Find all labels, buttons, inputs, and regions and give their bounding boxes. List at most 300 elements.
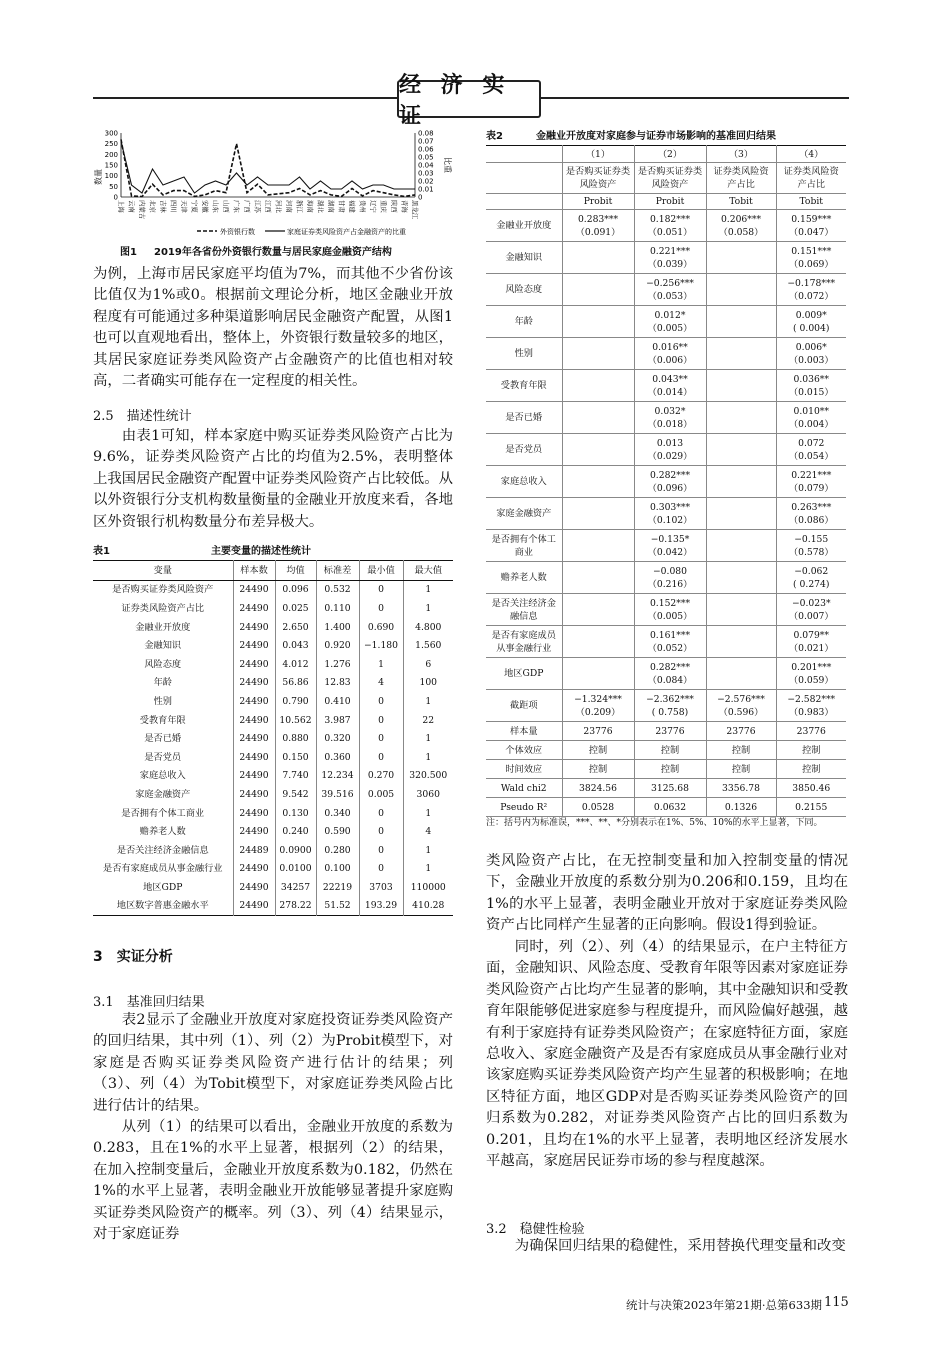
table-cell: 24490 [233,822,275,841]
table-cell: 1.560 [403,636,453,655]
table-2-row-label: 是否有家庭成员从事金融行业 [486,626,562,658]
figure-1-caption-num: 图1 [120,247,137,258]
table-cell: 0.880 [275,729,316,748]
x-tick-label: 贵州 [358,200,367,213]
table-row [486,658,846,690]
table-2-coef-cell [562,466,634,498]
footer-page-number: 115 [824,1295,849,1310]
x-tick-label: 海南 [306,200,314,213]
table-cell: 0.005 [359,785,403,804]
table-cell: 24490 [233,897,275,916]
table-2-coef-cell [776,658,846,690]
table-cell: 0.920 [316,636,359,655]
table-cell: 0.043 [275,636,316,655]
table-cell: 193.29 [359,897,403,916]
x-tick-label: 甘肃 [337,200,346,213]
table-cell: 0.0100 [275,860,316,879]
table-2-coef-cell [706,562,776,594]
table-2-coef-cell [706,626,776,658]
standard-error: （0.086） [788,514,834,526]
table-2 [486,145,846,817]
table-cell: 3703 [359,878,403,897]
x-tick-label: 内蒙古 [138,200,146,220]
standard-error: （0.014） [647,386,693,398]
table-cell: 控制 [634,760,706,779]
table-row [486,242,846,274]
table-cell: 0.100 [316,860,359,879]
table-cell: 23776 [776,722,846,741]
table-cell: 是否党员 [144,751,182,763]
x-tick-label: 浙江 [295,200,304,213]
table-cell: 是否已婚 [144,733,182,745]
table-cell: 24490 [233,599,275,618]
x-tick-label: 重庆 [379,200,388,213]
standard-error: ( 0.758) [651,706,689,718]
table-2-coef-cell [776,402,846,434]
table-cell: 24489 [233,841,275,860]
table-2-coef-cell [776,690,846,722]
left-paragraph-3: 表2显示了金融业开放度对家庭投资证券类风险资产的回归结果，其中列（1）、列（2）为Probit模型下，对家庭是否购买证券类风险资产进行估计的结果；列（3）、列（4）为Tobit模型下，对家庭证券类风险占比进行估计的结果。 [93,1012,453,1114]
table-2-row-label: 家庭金融资产 [486,498,562,530]
coefficient: −0.178*** [787,277,836,289]
table-row [486,274,846,306]
table-2-caption-title: 金融业开放度对家庭参与证券市场影响的基准回归结果 [536,131,776,142]
table-2-coef-cell [562,370,634,402]
coefficient: 0.072 [798,437,825,449]
table-2-row-label: 受教育年限 [486,370,562,402]
table-2-header-cell: Tobit [706,194,776,210]
table-cell: 24490 [233,655,275,674]
table-2-coef-cell [634,434,706,466]
table-2-coef-cell [634,658,706,690]
table-cell: 320.500 [403,767,453,786]
table-row [486,466,846,498]
table-cell: 0.590 [316,822,359,841]
table-1-header-cell: 最小值 [359,561,403,581]
table-cell: 金融知识 [144,640,182,652]
standard-error: （0.029） [647,450,693,462]
left-tick-label: 150 [104,161,118,170]
legend-label-banks: 外资银行数 [220,228,255,236]
table-row [486,594,846,626]
table-cell: 0.270 [359,767,403,786]
table-cell: 23776 [634,722,706,741]
table-cell: 51.52 [316,897,359,916]
table-cell: 3060 [403,785,453,804]
table-cell: 0.2155 [776,798,846,817]
table-cell: 24490 [233,580,275,599]
table-cell: 性别 [153,695,172,707]
header-rule-left [93,97,398,99]
table-2-header-cell: Probit [634,194,706,210]
table-row [93,655,453,674]
right-tick-label: 0.03 [418,169,434,178]
table-1-caption [93,542,453,556]
table-cell: 0.150 [275,748,316,767]
table-2-coef-cell [634,306,706,338]
table-2-coef-cell [706,498,776,530]
coefficient: 0.010** [793,405,829,417]
table-cell: 地区GDP [143,881,183,893]
table-cell: 0.096 [275,580,316,599]
table-cell: 1.276 [316,655,359,674]
table-2-coef-cell [634,338,706,370]
x-tick-label: 天津 [180,200,188,213]
table-row [486,434,846,466]
table-row [93,785,453,804]
coefficient: −0.135* [650,533,690,545]
table-cell: 1 [403,804,453,823]
x-tick-label: 江苏 [253,200,262,213]
table-2-coef-cell [706,658,776,690]
table-row [486,210,846,242]
table-cell: 证券类风险资产占比 [121,602,205,614]
x-tick-label: 江西 [264,200,272,213]
right-tick-label: 0.01 [418,185,434,194]
table-2-coef-cell [706,402,776,434]
table-cell: 278.22 [275,897,316,916]
table-cell: 1 [403,748,453,767]
series-line-1 [121,139,415,196]
table-2-coef-cell [776,274,846,306]
table-2-row-label: 个体效应 [486,741,562,760]
table-2-header-cell: 是否购买证券类风险资产 [562,163,634,194]
table-2-coef-cell [634,242,706,274]
coefficient: 0.282*** [649,661,691,673]
table-cell: 年龄 [153,677,172,689]
table-2-coef-cell [634,530,706,562]
table-cell: −1.180 [359,636,403,655]
standard-error: （0.216） [647,578,693,590]
table-cell: 24490 [233,767,275,786]
table-cell: 控制 [706,760,776,779]
table-2-header-cell: 证券类风险资产占比 [776,163,846,194]
standard-error: （0.102） [647,514,693,526]
table-cell: 0.790 [275,692,316,711]
table-cell: 0.0528 [562,798,634,817]
header-rule-right [537,97,849,99]
table-2-coef-cell [634,466,706,498]
standard-error: （0.021） [788,642,834,654]
table-cell: 控制 [634,741,706,760]
left-paragraph-1: 为例，上海市居民家庭平均值为7%，而其他不少省份该比值仅为1%或0。根据前文理论分析，地区金融业开放程度有可能通过多种渠道影响居民金融资产配置，从图1也可以直观地看出，整体上，外资银行数量较多的地区，其居民家庭证券类风险资产占金融资产的比值也相对较高，二者确实可能存在一定程度的相关性。 [93,266,453,390]
chart-axes [121,133,415,197]
coefficient: 0.043** [652,373,688,385]
table-row [486,562,846,594]
x-tick-label: 四川 [169,200,178,213]
table-2-coef-cell [562,434,634,466]
table-2-header-cell: （1） [562,146,634,163]
table-cell: 控制 [776,741,846,760]
legend-label-share: 家庭证券类风险资产占金融资产的比重 [287,228,406,236]
table-2-body [486,210,846,817]
table-cell: 23776 [562,722,634,741]
table-cell: 0.0900 [275,841,316,860]
table-2-row-label: 金融业开放度 [486,210,562,242]
table-2-row-label: 是否党员 [486,434,562,466]
table-cell: 4.800 [403,618,453,637]
table-cell: 控制 [776,760,846,779]
table-2-caption-num: 表2 [486,131,503,142]
section-title-box [397,73,541,129]
right-paragraph-2: 同时，列（2）、列（4）的结果显示，在户主特征方面，金融知识、风险态度、受教育年限等因素对家庭证券类风险资产占比均产生显著的影响，其中金融知识和受教育年限能够促进家庭参与程度提升，而风险偏好越强，越有利于家庭持有证券类风险资产；在家庭特征方面，家庭总收入、家庭金融资产及是否有家庭成员从事金融行业对该家庭购买证券类风险资产均产生显著的积极影响；在地区特征方面，地区GDP对是否购买证券类风险资产的回归系数为0.282，对证券类风险资产占比的回归系数为0.201，且均在1%的水平上显著，表明地区经济发展水平越高，家庭居民证券市场的参与程度越深。 [486,939,848,1170]
x-tick-label: 安徽 [201,200,209,213]
table-cell: 22219 [316,878,359,897]
coefficient: −2.582*** [787,693,836,705]
table-2-row-label: Pseudo R² [486,798,562,817]
left-axis-label: 数量 [94,169,103,185]
table-2-coef-cell [634,690,706,722]
table-1-caption-title: 主要变量的描述性统计 [211,546,311,557]
left-axis-ticks [105,130,118,202]
standard-error: （0.004） [788,418,834,430]
table-cell: 100 [403,674,453,693]
coefficient: 0.221*** [649,245,691,257]
table-cell: 24490 [233,674,275,693]
standard-error: （0.069） [788,258,834,270]
table-2-coef-cell [706,242,776,274]
section-3-2-heading: 3.2 稳健性检验 [486,1222,585,1237]
table-1-header-cell: 最大值 [403,561,453,581]
table-cell: 0.0632 [634,798,706,817]
table-cell: 0 [359,860,403,879]
x-tick-label: 河南 [285,200,293,213]
table-row [486,798,846,817]
coefficient: 0.282*** [649,469,691,481]
table-cell: 1 [403,841,453,860]
table-2-header-cell: 是否购买证券类风险资产 [634,163,706,194]
standard-error: （0.072） [788,290,834,302]
table-2-row-label: Wald chi2 [486,779,562,798]
table-cell: 受教育年限 [139,714,186,726]
table-cell: 24490 [233,785,275,804]
table-cell: 风险态度 [144,658,182,670]
table-cell: 12.83 [316,674,359,693]
table-cell: 0.360 [316,748,359,767]
table-2-coef-cell [634,498,706,530]
x-tick-label: 北京 [148,200,157,213]
table-2-coef-cell [776,242,846,274]
table-cell: 赡养老人数 [139,826,186,838]
table-2-header-cell: 证券类风险资产占比 [706,163,776,194]
table-cell: 3824.56 [562,779,634,798]
table-2-coef-cell [706,530,776,562]
table-cell: 23776 [706,722,776,741]
table-row [93,580,453,599]
table-row [93,599,453,618]
standard-error: （0.983） [788,706,834,718]
table-cell: 0.532 [316,580,359,599]
table-row [93,897,453,916]
table-row [486,760,846,779]
standard-error: （0.079） [788,482,834,494]
left-tick-label: 250 [104,140,118,149]
table-cell: 0.410 [316,692,359,711]
right-tick-label: 0.08 [418,129,434,138]
right-paragraph-1: 类风险资产占比，在无控制变量和加入控制变量的情况下，金融业开放度的系数分别为0.206和0.159，且均在1%的水平上显著，表明金融业开放对于家庭证券类风险资产占比同样产生显著的正向影响。假设1得到验证。 [486,853,848,934]
table-row [486,306,846,338]
standard-error: （0.084） [647,674,693,686]
table-2-coef-cell [776,370,846,402]
coefficient: 0.303*** [649,501,691,513]
table-cell: 7.740 [275,767,316,786]
table-cell: 0 [359,711,403,730]
table-2-coef-cell [562,242,634,274]
x-tick-label: 宁夏 [190,200,199,213]
table-cell: 56.86 [275,674,316,693]
table-2-header-cell: Tobit [776,194,846,210]
table-cell: 1 [403,860,453,879]
figure-1-legend [195,225,455,237]
table-1-header-cell: 变量 [93,561,233,581]
figure-1-caption-title: 2019年各省份外资银行数量与居民家庭金融资产结构 [154,247,392,258]
table-cell: 410.28 [403,897,453,916]
table-cell: 3.987 [316,711,359,730]
x-tick-label: 上海 [117,200,125,213]
table-cell: 24490 [233,729,275,748]
table-2-coef-cell [562,658,634,690]
table-2-coef-cell [776,498,846,530]
table-cell: 0.240 [275,822,316,841]
coefficient: 0.151*** [791,245,832,257]
left-paragraph-2: 由表1可知，样本家庭中购买证券类风险资产占比为9.6%，证券类风险资产占比的均值为2.5%，表明整体上我国居民金融资产配置中证券类风险资产占比较低。从以外资银行分支机构数量衡量的金融业开放度来看，各地区外资银行机构数量分布差异极大。 [93,428,453,530]
x-tick-label: 福建 [348,200,356,213]
table-1-header-cell: 标准差 [316,561,359,581]
table-cell: 2.650 [275,618,316,637]
coefficient: 0.159*** [791,213,832,225]
table-2-row-label: 是否拥有个体工商业 [486,530,562,562]
table-cell: 4.012 [275,655,316,674]
standard-error: （0.578） [788,546,834,558]
x-tick-label: 山东 [211,200,220,213]
table-row [486,402,846,434]
table-row [93,711,453,730]
x-tick-label: 辽宁 [369,200,377,213]
table-cell: 1 [403,599,453,618]
standard-error: （0.047） [788,226,834,238]
coefficient: −1.324*** [574,693,622,705]
table-cell: 1 [403,580,453,599]
table-cell: 24490 [233,636,275,655]
table-cell: 1.400 [316,618,359,637]
table-1-header-cell: 均值 [275,561,316,581]
table-cell: 0.110 [316,599,359,618]
coefficient: −0.256*** [646,277,694,289]
table-2-coef-cell [776,306,846,338]
table-2-row-label: 性别 [486,338,562,370]
table-2-coef-cell [634,402,706,434]
left-tick-label: 200 [104,150,118,159]
table-2-coef-cell [562,498,634,530]
table-cell: 是否购买证券类风险资产 [112,584,214,596]
standard-error: （0.052） [647,642,693,654]
table-cell: 0 [359,729,403,748]
table-2-col-dep-row [486,163,846,194]
standard-error: （0.003） [788,354,834,366]
standard-error: （0.006） [647,354,693,366]
left-tick-label: 50 [109,182,118,191]
table-2-row-label: 时间效应 [486,760,562,779]
x-tick-label: 湖北 [316,200,325,213]
left-tick-label: 300 [104,129,118,138]
table-2-coef-cell [706,466,776,498]
coefficient: 0.283*** [577,213,619,225]
table-2-coef-cell [634,274,706,306]
coefficient: 0.036** [793,373,829,385]
x-tick-label: 河北 [274,200,283,213]
table-2-coef-cell [776,626,846,658]
table-cell: 0 [359,580,403,599]
table-2-coef-cell [562,530,634,562]
coefficient: −0.023* [791,597,831,609]
coefficient: 0.221*** [791,469,832,481]
table-cell: 24490 [233,711,275,730]
table-2-coef-cell [706,338,776,370]
standard-error: （0.042） [647,546,693,558]
table-row [486,741,846,760]
table-2-coef-cell [634,210,706,242]
table-cell: 24490 [233,748,275,767]
x-tick-label: 青海 [400,200,409,213]
table-cell: 0.690 [359,618,403,637]
table-2-header-cell [486,146,562,163]
table-2-coef-cell [562,210,634,242]
right-axis-label: 比重 [443,157,452,173]
coefficient: −2.362*** [646,693,694,705]
table-2-coef-cell [634,370,706,402]
standard-error: （0.005） [647,610,693,622]
table-2-coef-cell [776,210,846,242]
standard-error: （0.005） [647,322,693,334]
x-tick-label: 广东 [232,200,241,213]
right-tick-label: 0.02 [418,177,434,186]
table-cell: 控制 [562,760,634,779]
table-row [93,767,453,786]
table-2-coef-cell [706,434,776,466]
coefficient: −0.080 [652,565,687,577]
table-row [93,618,453,637]
table-cell: 24490 [233,804,275,823]
standard-error: （0.039） [647,258,693,270]
table-2-row-label: 地区GDP [486,658,562,690]
table-cell: 家庭总收入 [139,770,186,782]
table-2-row-label: 赡养老人数 [486,562,562,594]
x-axis-ticks [117,200,420,220]
table-row [93,860,453,879]
table-cell: 4 [359,674,403,693]
standard-error: （0.007） [788,610,834,622]
standard-error: ( 0.274) [793,578,830,590]
standard-error: ( 0.004) [793,322,830,334]
standard-error: （0.091） [575,226,621,238]
table-2-coef-cell [776,338,846,370]
left-tick-label: 100 [104,172,118,181]
table-2-header-cell [486,163,562,194]
table-row [93,729,453,748]
table-1-body [93,580,453,916]
x-tick-label: 陕西 [390,200,398,213]
table-2-row-label: 是否已婚 [486,402,562,434]
coefficient: 0.206*** [720,213,762,225]
table-2-coef-cell [706,690,776,722]
table-cell: 0 [359,599,403,618]
table-1-header-row [93,561,453,581]
table-2-coef-cell [562,306,634,338]
table-2-coef-cell [776,466,846,498]
table-row [93,822,453,841]
table-1-caption-num: 表1 [93,546,110,557]
table-2-row-label: 风险态度 [486,274,562,306]
